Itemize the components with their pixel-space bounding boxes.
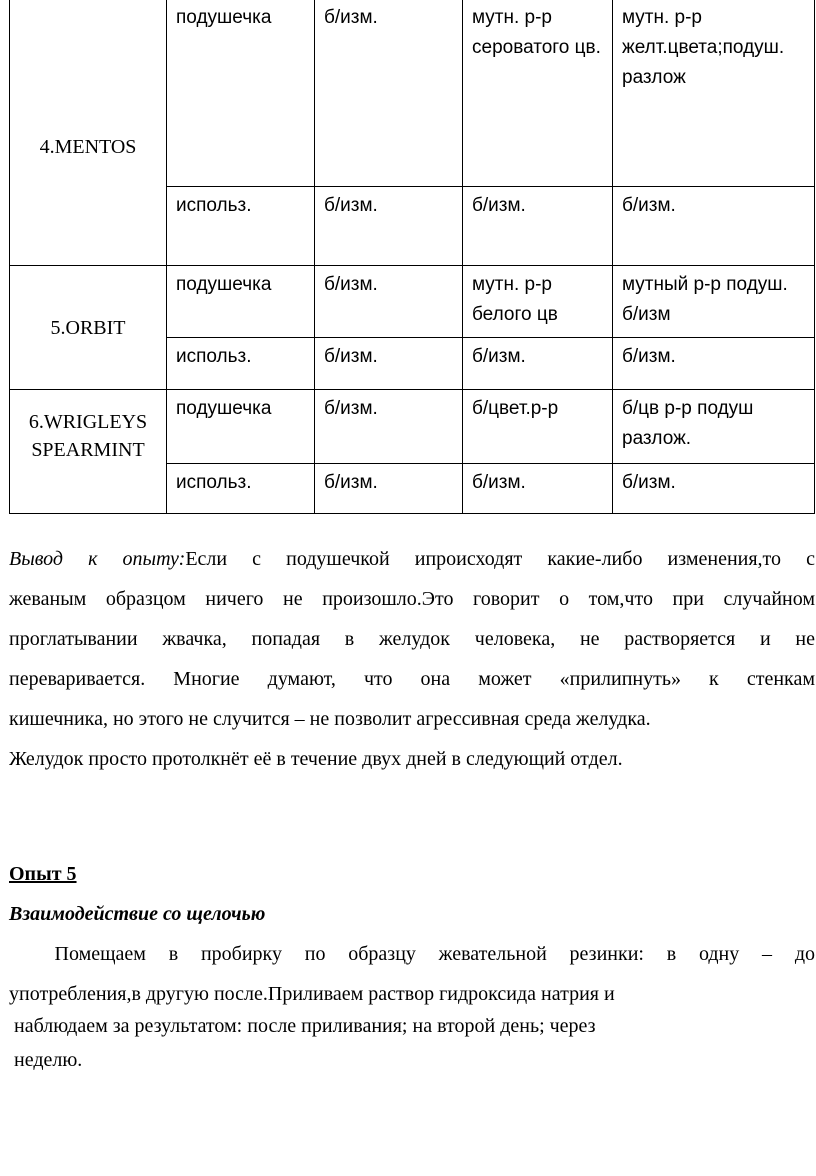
conclusion-line: Желудок просто протолкнёт её в течение двух дней в следующий отдел. — [9, 748, 623, 770]
table-row — [10, 0, 815, 187]
table-row — [10, 266, 815, 338]
conclusion-line: жеваным образцом ничего не произошло.Это говорит о том,что при случайном — [9, 588, 815, 610]
result-cell: мутн. р-р сероватого цв. — [463, 0, 613, 187]
result-cell: б/изм. — [315, 390, 463, 464]
form-cell: использ. — [167, 338, 315, 390]
result-cell: б/цв р-р подуш разлож. — [613, 390, 815, 464]
form-cell: подушечка — [167, 390, 315, 464]
result-cell: б/изм. — [613, 464, 815, 514]
results-table — [9, 0, 815, 514]
conclusion-line: переваривается. Многие думают, что она может «прилипнуть» к стенкам — [9, 668, 815, 690]
experiment-line: Помещаем в пробирку по образцу жевательной резинки: в одну – до — [9, 943, 815, 965]
result-cell: б/изм. — [613, 187, 815, 266]
experiment-line: употребления,в другую после.Приливаем раствор гидроксида натрия и — [9, 983, 615, 1005]
result-cell: б/цвет.р-р — [463, 390, 613, 464]
result-cell: б/изм. — [463, 464, 613, 514]
result-cell: мутный р-р подуш. б/изм — [613, 266, 815, 338]
conclusion-line: проглатывании жвачка, попадая в желудок человека, не растворяется и не — [9, 628, 815, 650]
sample-name: 4.MENTOS — [10, 0, 167, 266]
table-row — [10, 390, 815, 464]
experiment-title: Опыт 5 — [9, 863, 77, 885]
experiment-line: неделю. — [9, 1049, 83, 1071]
experiment-paragraph — [9, 934, 815, 1014]
conclusion-line — [9, 539, 815, 579]
result-cell: мутн. р-р желт.цвета;подуш. разлож — [613, 0, 815, 187]
experiment-paragraph-cont — [9, 1009, 815, 1077]
conclusion-label: Вывод к опыту: — [9, 548, 186, 570]
conclusion-paragraph — [9, 539, 815, 779]
sample-name: 5.ORBIT — [10, 266, 167, 390]
result-cell: б/изм. — [315, 187, 463, 266]
result-cell: б/изм. — [315, 266, 463, 338]
result-cell: б/изм. — [315, 0, 463, 187]
result-cell: б/изм. — [315, 464, 463, 514]
form-cell: подушечка — [167, 0, 315, 187]
experiment-subtitle: Взаимодействие со щелочью — [9, 903, 266, 925]
conclusion-line: кишечника, но этого не случится – не позволит агрессивная среда желудка. — [9, 708, 651, 730]
sample-name: 6.WRIGLEYS SPEARMINT — [10, 390, 167, 514]
form-cell: использ. — [167, 187, 315, 266]
form-cell: использ. — [167, 464, 315, 514]
result-cell: б/изм. — [613, 338, 815, 390]
result-cell: б/изм. — [463, 338, 613, 390]
result-cell: б/изм. — [463, 187, 613, 266]
form-cell: подушечка — [167, 266, 315, 338]
conclusion-text: Если с подушечкой ипроисходят какие-либо изменения,то с — [185, 548, 815, 570]
experiment-line: наблюдаем за результатом: после приливания; на второй день; через — [9, 1015, 596, 1037]
result-cell: б/изм. — [315, 338, 463, 390]
result-cell: мутн. р-р белого цв — [463, 266, 613, 338]
